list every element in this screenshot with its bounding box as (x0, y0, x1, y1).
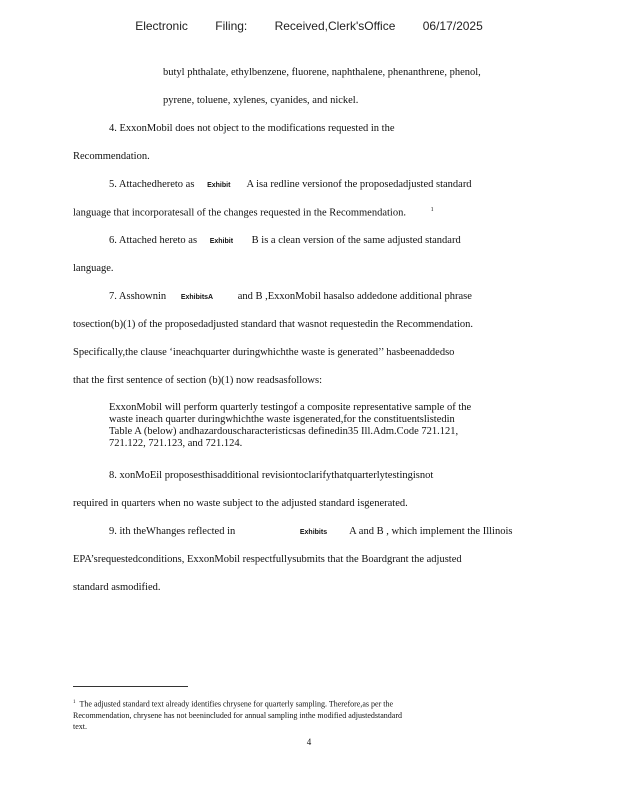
quote-line-1: ExxonMobil will perform quarterly testingof a composite representative sample of the (109, 402, 472, 413)
p9-text-post: A and B , which implement the Illinois (349, 526, 513, 537)
paragraph-8-line-1: 8. xonMoEil proposesthisadditional revisiontoclarifythatquarterlytestingisnot (109, 470, 434, 481)
paragraph-5-line-1 (109, 179, 472, 190)
paragraph-7-line-4: that the first sentence of section (b)(1) now readsasfollows: (73, 375, 323, 386)
p6-exhibit-label: Exhibit (209, 238, 234, 245)
paragraph-8-line-2: required in quarters when no waste subject to the adjusted standard isgenerated. (73, 498, 408, 509)
header-received: Received,Clerk'sOffice (274, 19, 396, 33)
footnote-line-2: Recommendation, chrysene has not beenincluded for annual sampling inthe modified adjustedstandard (73, 710, 403, 720)
block-quote (109, 402, 529, 450)
footnote-line-1 (73, 697, 523, 710)
quote-line-2: waste ineach quarter duringwhichthe waste isgenerated,for the constituentslistedin (109, 414, 455, 425)
header-filing: Filing: (215, 19, 248, 33)
footnote-divider (73, 686, 188, 687)
paragraph-4-line-2: Recommendation. (73, 151, 150, 162)
paragraph-9-line-3: standard asmodified. (73, 582, 161, 593)
paragraph-6-line-1 (109, 235, 461, 246)
list-line-2: pyrene, toluene, xylenes, cyanides, and nickel. (163, 95, 359, 106)
paragraph-6-line-2: language. (73, 263, 114, 274)
p5-text-pre: 5. Attachedhereto as (109, 179, 195, 190)
paragraph-7-line-3: Specifically,the clause ‘ineachquarter duringwhichthe waste is generated’’ hasbeenaddedso (73, 347, 455, 358)
paragraph-4-line-1: 4. ExxonMobil does not object to the modifications requested in the (109, 123, 395, 134)
header-electronic: Electronic (135, 19, 188, 33)
footnote (73, 697, 523, 732)
p5-exhibit-label: Exhibit (207, 182, 231, 189)
p5-text-post: A isa redline versionof the proposedadjusted standard (246, 179, 472, 190)
quote-line-3: Table A (below) andhazardouscharacteristicsas definedin35 Ill.Adm.Code 721.121, (109, 426, 459, 437)
p5-line2-text: language that incorporatesall of the changes requested in the Recommendation. (73, 207, 406, 219)
list-line-1: butyl phthalate, ethylbenzene, fluorene, naphthalene, phenanthrene, phenol, (163, 67, 481, 78)
paragraph-5-line-2 (73, 207, 434, 219)
paragraph-7-line-1 (109, 291, 472, 302)
p9-text-pre: 9. ith theWhanges reflected in (109, 526, 236, 537)
filing-header (0, 19, 618, 33)
paragraph-9-line-2: EPA’srequestedconditions, ExxonMobil respectfullysubmits that the Boardgrant the adjusted (73, 554, 462, 565)
quote-line-4: 721.122, 721.123, and 721.124. (109, 438, 243, 449)
footnote-reference[interactable]: 1 (430, 207, 434, 213)
p7-text-pre: 7. Asshownin (109, 291, 167, 302)
header-date: 06/17/2025 (422, 19, 483, 33)
p7-text-post: and B ,ExxonMobil hasalso addedone additional phrase (237, 291, 472, 302)
p6-text-post: B is a clean version of the same adjusted standard (251, 235, 461, 246)
p7-exhibits-label: ExhibitsA (180, 294, 214, 301)
footnote-line-1-text: The adjusted standard text already identifies chrysene for quarterly sampling. Therefore,as per the (79, 699, 394, 709)
paragraph-7-line-2: tosection(b)(1) of the proposedadjusted standard that wasnot requestedin the Recommendation. (73, 319, 474, 330)
p6-text-pre: 6. Attached hereto as (109, 235, 198, 246)
footnote-line-3: text. (73, 721, 87, 731)
footnote-mark: 1 (73, 700, 76, 705)
page-number: 4 (306, 737, 312, 747)
p9-exhibits-label: Exhibits (299, 529, 328, 536)
paragraph-9-line-1 (109, 526, 512, 537)
